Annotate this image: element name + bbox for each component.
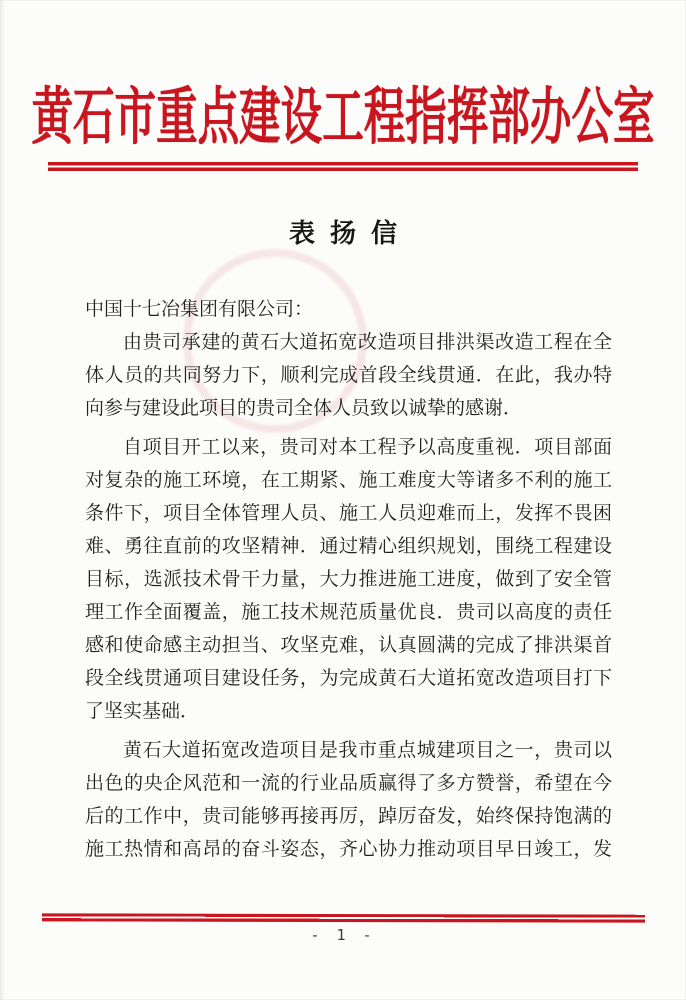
body-line: 出色的央企风范和一流的行业品质赢得了多方赞誉，希望在今 xyxy=(85,773,612,794)
body-line: 施工热情和高昂的奋斗姿态，齐心协力推动项目早日竣工，发 xyxy=(85,839,612,860)
body-line: 由贵司承建的黄石大道拓宽改造项目排洪渠改造工程在全 xyxy=(123,332,612,353)
body-line: 黄石大道拓宽改造项目是我市重点城建项目之一，贵司以 xyxy=(123,740,612,761)
body-line: 自项目开工以来，贵司对本工程予以高度重视．项目部面 xyxy=(123,437,612,458)
footer-divider xyxy=(42,913,645,922)
body-line: 目标，选派技术骨干力量，大力推进施工进度，做到了安全管 xyxy=(85,569,612,590)
letterhead-divider xyxy=(48,162,638,171)
letter-body xyxy=(85,293,612,866)
page-number: - 1 - xyxy=(310,926,376,944)
body-line: 向参与建设此项目的贵司全体人员致以诚挚的感谢． xyxy=(85,398,523,419)
body-line: 理工作全面覆盖，施工技术规范质量优良．贵司以高度的责任 xyxy=(85,602,612,623)
body-line: 后的工作中，贵司能够再接再厉，踔厉奋发，始终保持饱满的 xyxy=(85,806,612,827)
body-line: 段全线贯通项目建设任务，为完成黄石大道拓宽改造项目打下 xyxy=(85,668,612,689)
body-line: 难、勇往直前的攻坚精神．通过精心组织规划，围绕工程建设 xyxy=(85,536,612,557)
body-line: 了坚实基础． xyxy=(85,701,200,722)
body-line: 体人员的共同努力下，顺利完成首段全线贯通．在此，我办特 xyxy=(85,365,612,386)
body-line: 对复杂的施工环境，在工期紧、施工难度大等诸多不利的施工 xyxy=(85,470,612,491)
letterhead xyxy=(31,84,686,156)
body-line: 条件下，项目全体管理人员、施工人员迎难而上，发挥不畏困 xyxy=(85,503,612,524)
body-line: 中国十七冶集团有限公司： xyxy=(85,299,314,320)
letterhead-org-title: 黄石市重点建设工程指挥部办公室 xyxy=(31,84,655,152)
body-line: 感和使命感主动担当、攻坚克难，认真圆满的完成了排洪渠首 xyxy=(85,635,612,656)
document-title: 表扬信 xyxy=(288,219,412,248)
